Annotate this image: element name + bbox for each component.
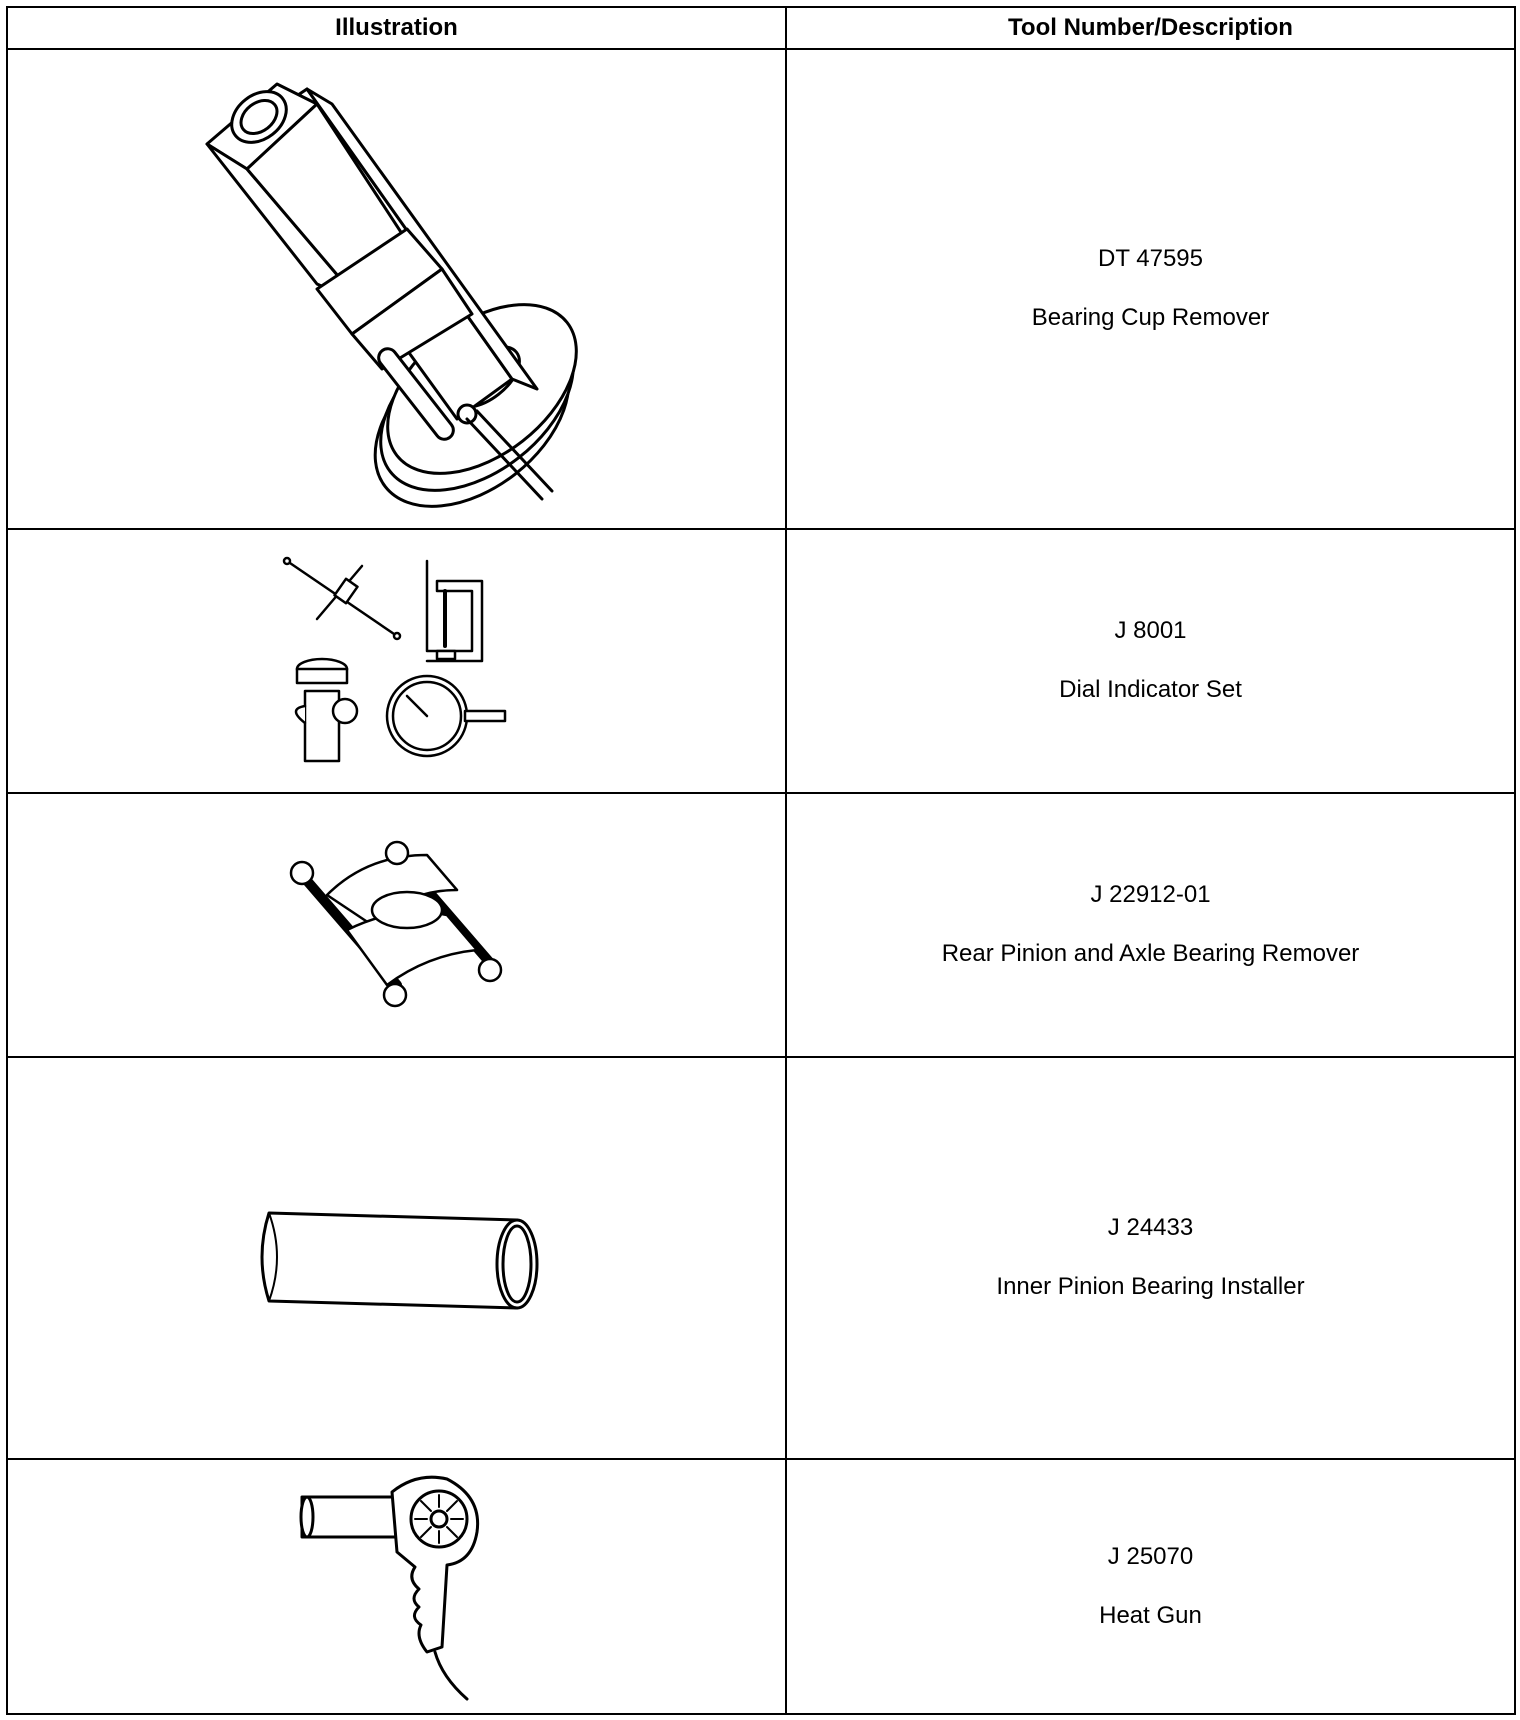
bearing-installer-tube-icon (247, 1198, 547, 1318)
tool-description: Rear Pinion and Axle Bearing Remover (941, 940, 1360, 967)
tool-number: DT 47595 (1098, 245, 1203, 273)
tool-description: Inner Pinion Bearing Installer (996, 1273, 1305, 1300)
table-row (7, 1459, 1515, 1714)
tool-description: Bearing Cup Remover (1031, 304, 1270, 331)
table-row (7, 1057, 1515, 1459)
description-cell (786, 1459, 1515, 1714)
illustration-cell (7, 1057, 786, 1459)
table-row (7, 793, 1515, 1057)
special-tools-table (6, 6, 1516, 1715)
header-illustration: Illustration (7, 7, 786, 49)
description-cell (786, 49, 1515, 529)
heat-gun-icon (297, 1467, 497, 1707)
tool-number: J 25070 (1107, 1542, 1194, 1570)
illustration-cell (7, 529, 786, 793)
bearing-cup-remover-icon (167, 59, 627, 519)
bearing-remover-clamp-icon (277, 835, 517, 1015)
tool-description: Heat Gun (1099, 1601, 1202, 1629)
tool-number: J 24433 (1107, 1214, 1194, 1242)
tool-number: J 8001 (1114, 617, 1187, 645)
illustration-cell (7, 793, 786, 1057)
table-row (7, 529, 1515, 793)
table-row (7, 49, 1515, 529)
illustration-cell (7, 49, 786, 529)
tool-number: J 22912-01 (1090, 881, 1211, 909)
header-tool-number-description: Tool Number/Description (786, 7, 1515, 49)
tool-description: Dial Indicator Set (1059, 676, 1242, 703)
description-cell (786, 793, 1515, 1057)
table-header-row (7, 7, 1515, 49)
description-cell (786, 529, 1515, 793)
dial-indicator-set-icon (277, 551, 517, 771)
illustration-cell (7, 1459, 786, 1714)
description-cell (786, 1057, 1515, 1459)
